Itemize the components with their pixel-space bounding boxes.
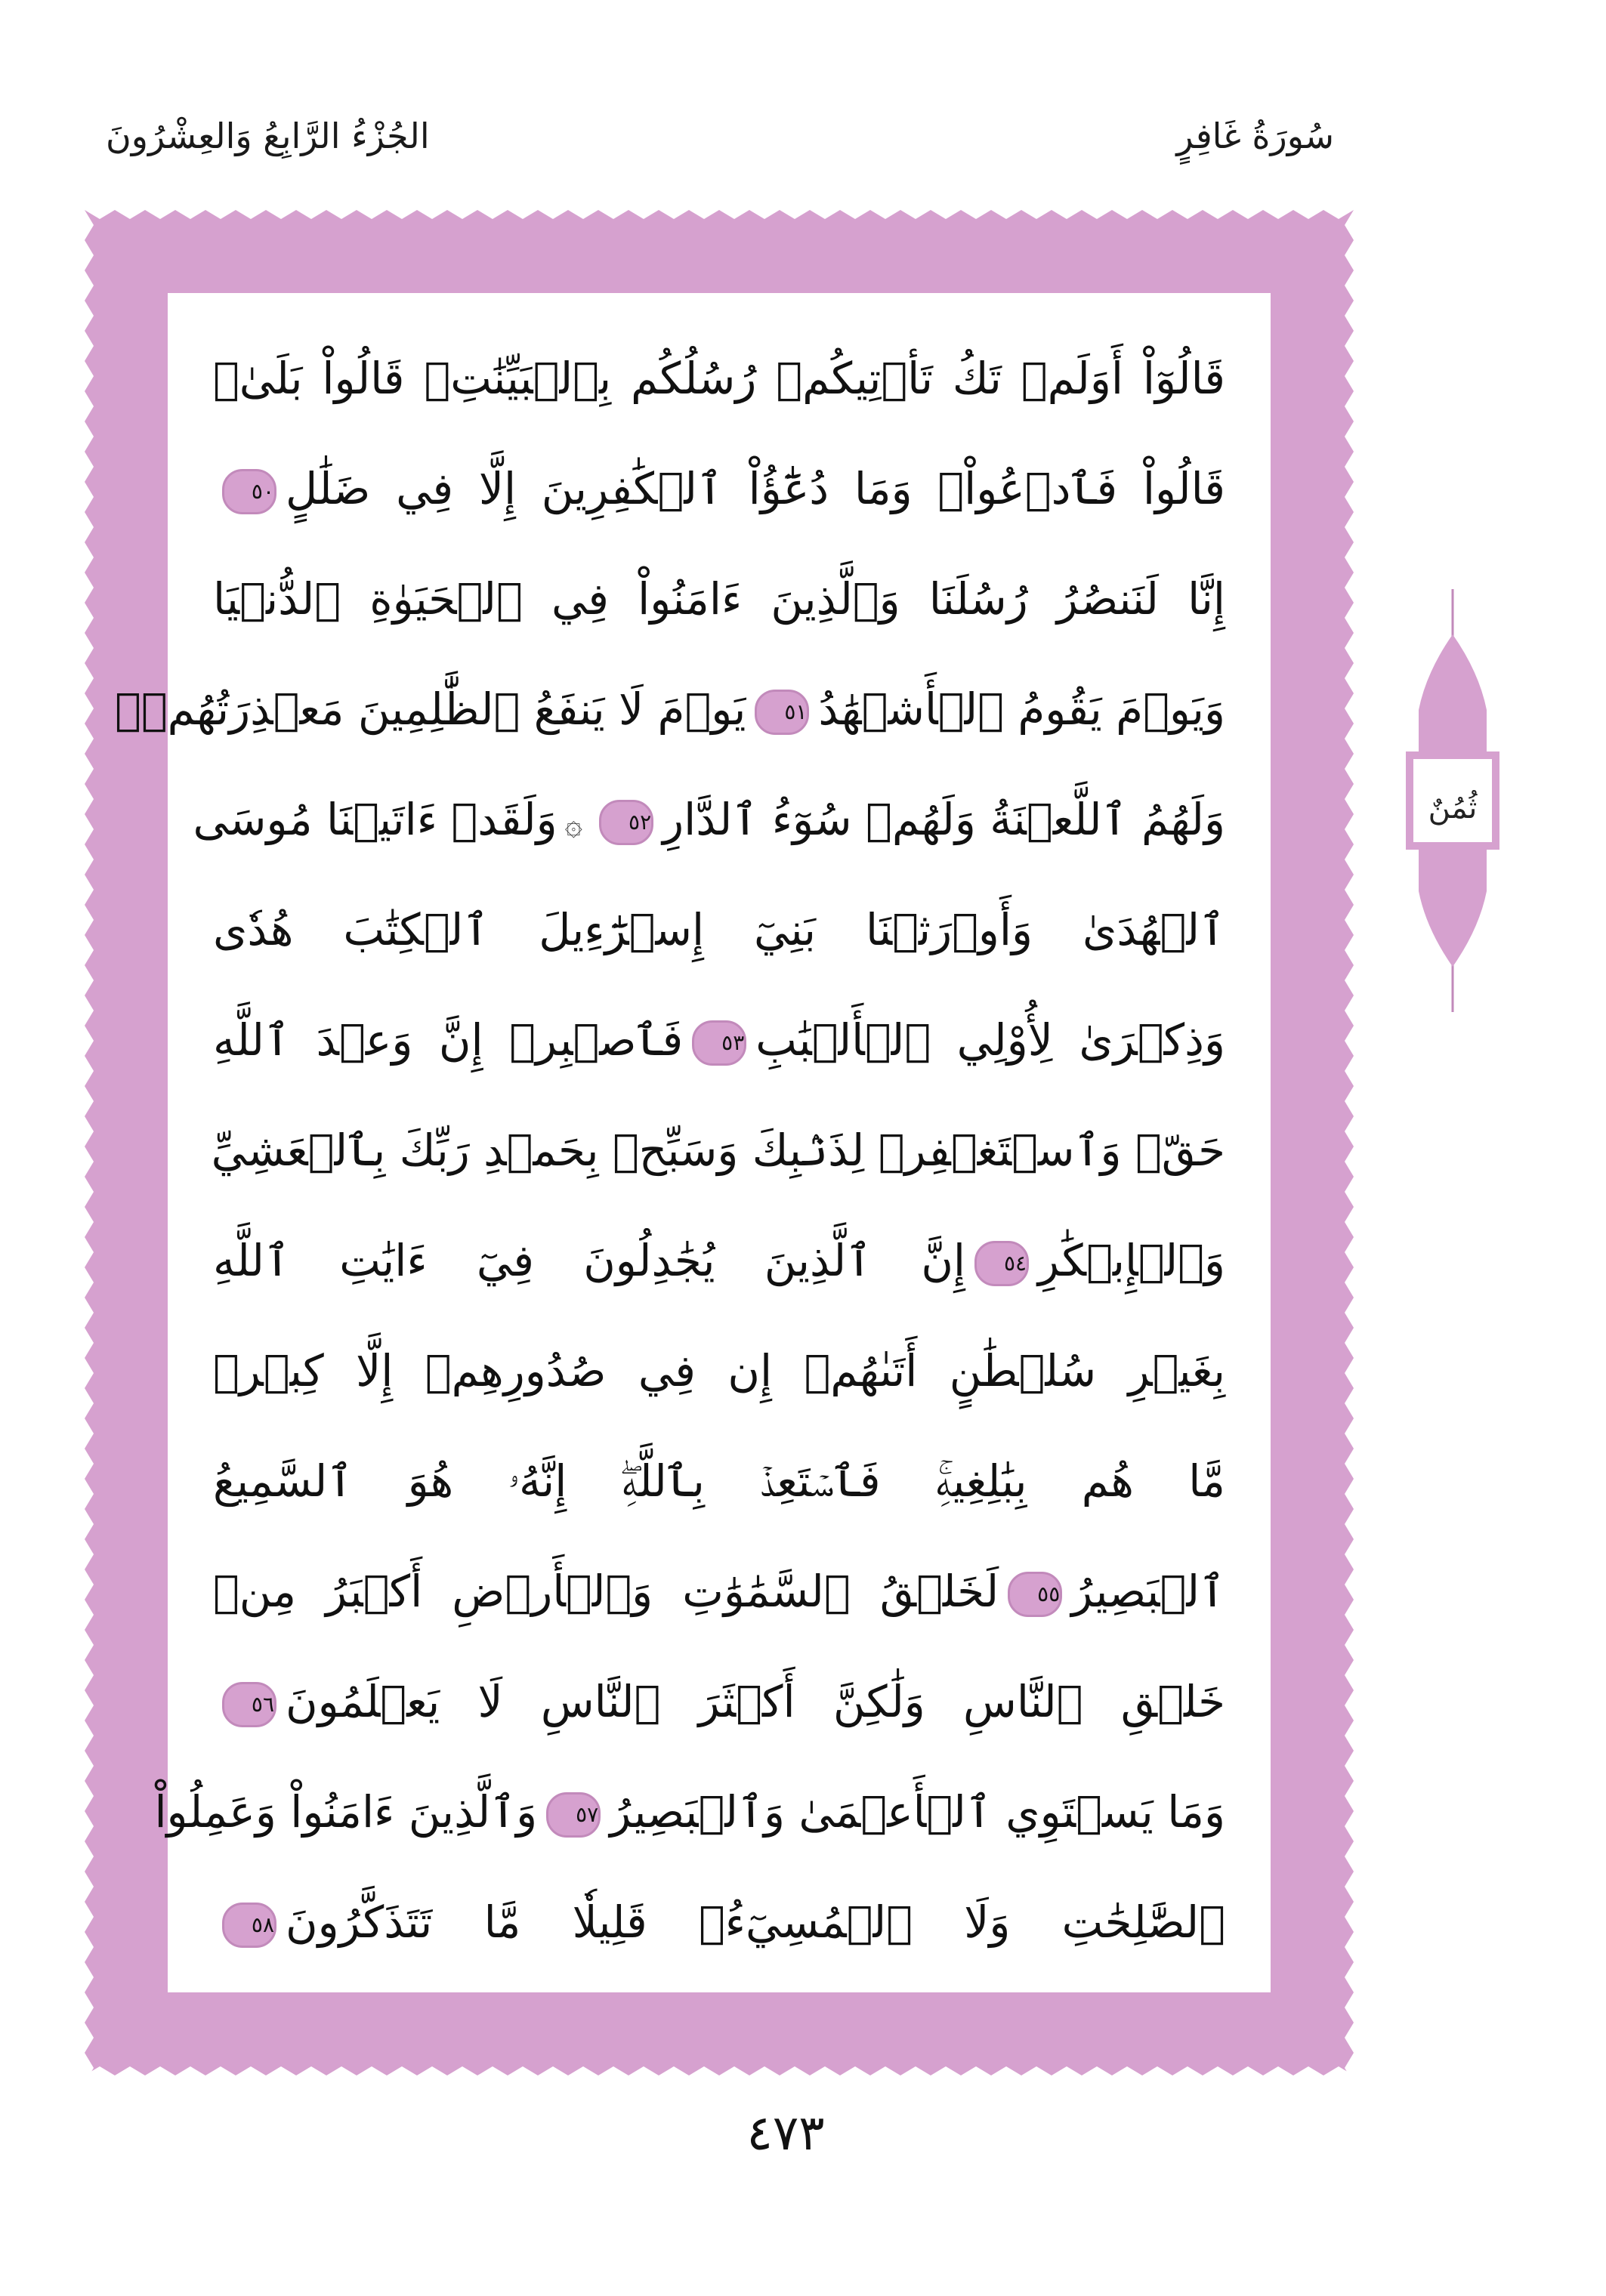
verse-line [213, 1095, 1225, 1205]
verse-text: حَقّٞ وَٱسۡتَغۡفِرۡ لِذَنۢبِكَ وَسَبِّحۡ بِحَمۡدِ رَبِّكَ بِٱلۡعَشِيِّ [211, 1125, 1225, 1176]
verse-text: وَذِكۡرَىٰ لِأُوْلِي ٱلۡأَلۡبَٰبِ [755, 1014, 1225, 1066]
verse-text: وَٱلَّذِينَ ءَامَنُواْ وَعَمِلُواْ [154, 1786, 538, 1838]
verse-line [115, 654, 1225, 764]
ayah-number-marker: ٥٧ [546, 1792, 601, 1838]
ayah-number-marker: ٥٥ [1008, 1572, 1062, 1617]
ayah-number-marker: ٥٣ [692, 1020, 746, 1066]
text-panel [115, 293, 1271, 1992]
juz-title: الجُزْءُ الرَّابِعُ وَالعِشْرُونَ [106, 116, 430, 156]
verse-line [213, 875, 1225, 985]
verse-text: مَّا هُم بِبَٰلِغِيهِۚ فَٱسۡتَعِذۡ بِٱللَّهِۖ إِنَّهُۥ هُوَ ٱلسَّمِيعُ [213, 1455, 1225, 1507]
verse-line [213, 1536, 1225, 1646]
verse-line [213, 1867, 1225, 1977]
ayah-number-marker: ٥١ [755, 690, 809, 735]
verse-text: قَالُوٓاْ أَوَلَمۡ تَكُ تَأۡتِيكُمۡ رُسُلُكُم بِٱلۡبَيِّنَٰتِۖ قَالُواْ بَلَىٰۚ [213, 353, 1225, 404]
page-frame [85, 210, 1354, 2075]
verse-line [213, 985, 1225, 1095]
verse-text: فَٱصۡبِرۡ إِنَّ وَعۡدَ ٱللَّهِ [213, 1014, 684, 1066]
verse-text: ٱلصَّٰلِحَٰتِ وَلَا ٱلۡمُسِيٓءُۚ قَلِيلٗا مَّا تَتَذَكَّرُونَ [286, 1896, 1225, 1948]
ayah-number-marker: ٥٠ [222, 469, 276, 514]
rub-el-hizb-icon: ۞ [564, 807, 583, 842]
ayah-number-marker: ٥٨ [222, 1903, 276, 1948]
verse-text: وَٱلۡإِبۡكَٰرِ [1038, 1235, 1225, 1286]
verse-text: ٱلۡهُدَىٰ وَأَوۡرَثۡنَا بَنِيٓ إِسۡرَٰٓءِيلَ ٱلۡكِتَٰبَ هُدٗى [213, 904, 1225, 955]
verse-text: إِنَّ ٱلَّذِينَ يُجَٰدِلُونَ فِيٓ ءَايَٰتِ ٱللَّهِ [213, 1235, 966, 1286]
verse-text: لَخَلۡقُ ٱلسَّمَٰوَٰتِ وَٱلۡأَرۡضِ أَكۡبَرُ مِنۡ [213, 1566, 999, 1617]
verse-text: وَلَهُمُ ٱللَّعۡنَةُ وَلَهُمۡ سُوٓءُ ٱلدَّارِ [662, 794, 1225, 845]
verse-text: إِنَّا لَنَنصُرُ رُسُلَنَا وَٱلَّذِينَ ءَامَنُواْ فِي ٱلۡحَيَوٰةِ ٱلدُّنۡيَا [213, 573, 1225, 625]
verse-text: قَالُواْ فَٱدۡعُواْۗ وَمَا دُعَٰٓؤُاْ ٱلۡكَٰفِرِينَ إِلَّا فِي ضَلَٰلٍ [286, 463, 1225, 514]
thumn-label: ثُمُنٌ [1428, 791, 1478, 826]
verse-text: وَيَوۡمَ يَقُومُ ٱلۡأَشۡهَٰدُ [818, 684, 1225, 735]
verse-line [213, 323, 1225, 434]
ayah-number-marker: ٥٦ [222, 1682, 276, 1727]
verse-line [213, 1646, 1225, 1757]
verse-text: بِغَيۡرِ سُلۡطَٰنٍ أَتَىٰهُمۡ إِن فِي صُدُورِهِمۡ إِلَّا كِبۡرٞ [213, 1345, 1225, 1396]
verse-line [154, 1757, 1225, 1867]
verse-line [213, 1205, 1225, 1316]
verse-line [213, 434, 1225, 544]
verse-line [213, 1316, 1225, 1426]
ayah-number-marker: ٥٤ [974, 1241, 1029, 1286]
ayah-number-marker: ٥٢ [599, 800, 653, 845]
verse-text: يَوۡمَ لَا يَنفَعُ ٱلظَّٰلِمِينَ مَعۡذِرَتُهُمۡۖ [115, 684, 746, 735]
verse-text: وَلَقَدۡ ءَاتَيۡنَا مُوسَى [193, 794, 557, 845]
verse-text: وَمَا يَسۡتَوِي ٱلۡأَعۡمَىٰ وَٱلۡبَصِيرُ [610, 1786, 1225, 1838]
verse-line [193, 764, 1225, 875]
surah-title: سُورَةُ غَافِرٍ [1176, 116, 1334, 156]
page-number: ٤٧٣ [746, 2106, 825, 2162]
verse-line [213, 544, 1225, 654]
verse-text: خَلۡقِ ٱلنَّاسِ وَلَٰكِنَّ أَكۡثَرَ ٱلنَّاسِ لَا يَعۡلَمُونَ [286, 1676, 1225, 1727]
verse-line [213, 1426, 1225, 1536]
verse-text: ٱلۡبَصِيرُ [1071, 1566, 1225, 1617]
